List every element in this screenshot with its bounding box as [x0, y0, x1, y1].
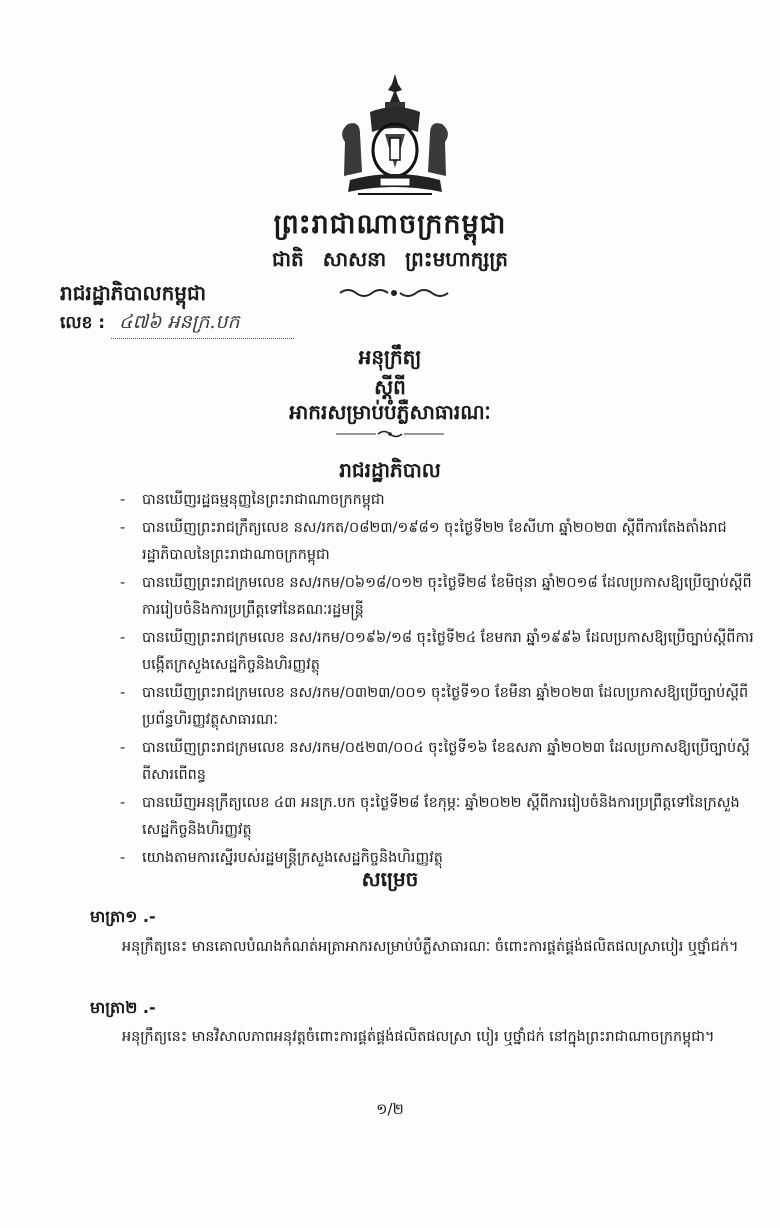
page-number: ១/២	[376, 1100, 404, 1118]
royal-coat-of-arms-icon	[330, 72, 460, 200]
document-type-title: អនុក្រឹត្យ	[358, 345, 422, 369]
motto-ornament-icon	[338, 287, 450, 299]
decree-number	[60, 310, 294, 339]
decision-heading: សម្រេច	[361, 867, 419, 891]
reference-item: - បានឃើញព្រះរាជក្រឹត្យលេខ នស/រកត/០៨២៣/១៩៨១ ចុះថ្ងៃទី២២ ខែសីហា ឆ្នាំ២០២៣ ស្តីពីការតែងតាំងរាជរដ្ឋាភិបាលនៃព្រះរាជាណាចក្រកម្ពុជា	[120, 515, 760, 570]
article-2-text: អនុក្រឹត្យនេះ មានវិសាលភាពអនុវត្តចំពោះការផ្គត់ផ្គង់ផលិតផលស្រា បៀរ ឬថ្នាំជក់ នៅក្នុងព្រះរាជាណាចក្រកម្ពុជា។	[122, 1029, 715, 1045]
kingdom-name: ព្រះរាជាណាចក្រកម្ពុជា	[273, 209, 507, 240]
reference-item: - បានឃើញព្រះរាជក្រមលេខ នស/រកម/០៥២៣/០០៤ ចុះថ្ងៃទី១៦ ខែឧសភា ឆ្នាំ២០២៣ ដែលប្រកាសឱ្យប្រើច្បាប់ស្តីពីសារពើពន្ធ	[120, 735, 760, 790]
reference-item: - បានឃើញព្រះរាជក្រមលេខ នស/រកម/០១៩៦/១៨ ចុះថ្ងៃទី២៤ ខែមករា ឆ្នាំ១៩៩៦ ដែលប្រកាសឱ្យប្រើច្បាប់ស្តីពីការបង្កើតក្រសួងសេដ្ឋកិច្ចនិងហិរញ្ញវត្ថុ	[120, 625, 760, 680]
article-1-heading: មាត្រា១ .-	[90, 907, 156, 926]
national-motto: ជាតិ សាសនា ព្រះមហាក្សត្រ	[272, 247, 508, 271]
government-name: រាជរដ្ឋាភិបាលកម្ពុជា	[60, 281, 206, 305]
reference-item: - យោងតាមការស្នើរបស់រដ្ឋមន្ត្រីក្រសួងសេដ្ឋកិច្ចនិងហិរញ្ញវត្ថុ	[120, 845, 760, 873]
handwritten-number: ៤៧៦ អនក្រ.បក	[111, 310, 294, 339]
legal-references-list	[120, 487, 760, 872]
reference-item: - បានឃើញរដ្ឋធម្មនុញ្ញនៃព្រះរាជាណាចក្រកម្ពុជា	[120, 487, 760, 515]
number-label: លេខ :	[60, 313, 106, 333]
reference-item: - បានឃើញព្រះរាជក្រមលេខ នស/រកម/០៣២៣/០០១ ចុះថ្ងៃទី១០ ខែមីនា ឆ្នាំ២០២៣ ដែលប្រកាសឱ្យប្រើច្បាប់ស្តីពីប្រព័ន្ធហិរញ្ញវត្ថុសាធារណៈ	[120, 680, 760, 735]
article-2-heading: មាត្រា២ .-	[90, 998, 156, 1017]
reference-item: - បានឃើញព្រះរាជក្រមលេខ នស/រកម/០៦១៨/០១២ ចុះថ្ងៃទី២៨ ខែមិថុនា ឆ្នាំ២០១៨ ដែលប្រកាសឱ្យប្រើច្បាប់ស្តីពីការរៀបចំនិងការប្រព្រឹត្តទៅនៃគណៈរដ្ឋមន្ត្រី	[120, 570, 760, 625]
article-1-text: អនុក្រឹត្យនេះ មានគោលបំណងកំណត់អត្រាអាករសម្រាប់បំភ្លឺសាធារណៈ ចំពោះការផ្គត់ផ្គង់ផលិតផលស្រាបៀរ ឬថ្នាំជក់។	[122, 939, 739, 955]
document-subject-title: អាករសម្រាប់បំភ្លឺសាធារណៈ	[289, 400, 491, 424]
title-divider-ornament-icon	[336, 429, 444, 439]
authority-heading: រាជរដ្ឋាភិបាល	[339, 458, 441, 482]
reference-item: - បានឃើញអនុក្រឹត្យលេខ ៤៣ អនក្រ.បក ចុះថ្ងៃទី២៨ ខែកុម្ភៈ ឆ្នាំ២០២២ ស្តីពីការរៀបចំនិងការប្រព្រឹត្តទៅនៃក្រសួងសេដ្ឋកិច្ចនិងហិរញ្ញវត្ថុ	[120, 790, 760, 845]
title-regarding: ស្តីពី	[374, 375, 406, 399]
